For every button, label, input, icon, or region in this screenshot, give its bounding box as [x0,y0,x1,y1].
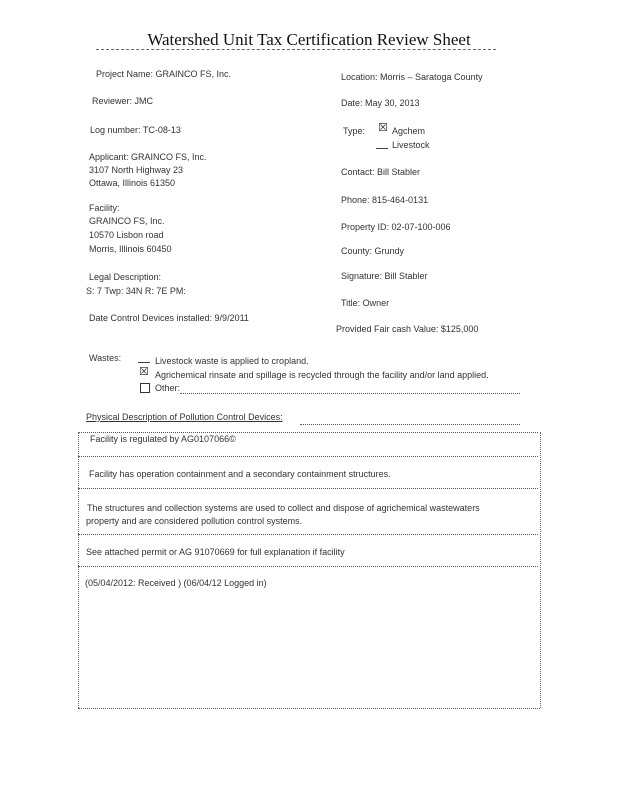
applicant-line-1: Applicant: GRAINCO FS, Inc. [89,152,207,162]
row-divider-3 [78,534,538,535]
facility-line-2: GRAINCO FS, Inc. [89,216,165,226]
legal-description-value: S: 7 Twp: 34N R: 7E PM: [86,286,186,296]
page-title: Watershed Unit Tax Certification Review Sheet [147,30,471,49]
property-id: Property ID: 02-07-100-006 [341,222,451,232]
date: Date: May 30, 2013 [341,98,420,108]
box-top-border [78,432,538,433]
log-number: Log number: TC-08-13 [90,125,181,135]
waste-option-3-checkbox [140,383,150,393]
other-underline [180,393,520,394]
fair-cash-value: Provided Fair cash Value: $125,000 [336,324,479,334]
row-divider-4 [78,566,538,567]
applicant-line-2: 3107 North Highway 23 [89,165,184,175]
physical-line-2: Facility has operation containment and a secondary containment structures. [89,469,391,479]
facility-line-4: Morris, Illinois 60450 [89,244,172,254]
heading-underline [300,424,520,425]
box-bottom-border [78,708,540,709]
agchem-checkmark-icon: ☒ [378,122,388,134]
type-label: Type: [343,126,366,136]
box-right-border [540,432,541,708]
wastes-label: Wastes: [89,353,122,363]
reviewer: Reviewer: JMC [92,96,154,106]
box-left-border [78,432,79,708]
facility-line-1: Facility: [89,203,120,213]
project-name: Project Name: GRAINCO FS, Inc. [96,69,232,79]
physical-line-5: See attached permit or AG 91070669 for full explanation if facility [86,547,345,557]
contact: Contact: Bill Stabler [341,167,421,177]
waste-option-2-checkmark-icon: ☒ [139,366,149,378]
title-underline [96,49,496,50]
type-agchem: Agchem [392,126,426,136]
physical-line-4: property and are considered pollution control systems. [86,516,303,526]
location: Location: Morris – Saratoga County [341,72,483,82]
waste-option-1-blank [138,362,150,363]
facility-line-3: 10570 Lisbon road [89,230,164,240]
waste-option-3: Other: [155,383,181,393]
physical-line-1: Facility is regulated by AG0107066© [90,434,236,444]
applicant-line-3: Ottawa, Illinois 61350 [89,178,176,188]
phone: Phone: 815-464-0131 [341,195,429,205]
row-divider-2 [78,488,538,489]
waste-option-2: Agrichemical rinsate and spillage is recycled through the facility and/or land applied. [155,370,489,380]
county: County: Grundy [341,246,405,256]
livestock-blank [376,148,388,149]
row-divider-1 [78,456,538,457]
physical-line-3: The structures and collection systems are used to collect and dispose of agrichemical wastewaters [87,503,480,513]
legal-description-label: Legal Description: [89,272,162,282]
physical-heading: Physical Description of Pollution Control Devices: [86,412,283,422]
physical-line-6: (05/04/2012: Received ) (06/04/12 Logged in) [85,578,267,588]
title-field: Title: Owner [341,298,390,308]
date-control-devices: Date Control Devices installed: 9/9/2011 [89,313,249,323]
type-livestock: Livestock [392,140,430,150]
signature: Signature: Bill Stabler [341,271,428,281]
waste-option-1: Livestock waste is applied to cropland. [155,356,309,366]
